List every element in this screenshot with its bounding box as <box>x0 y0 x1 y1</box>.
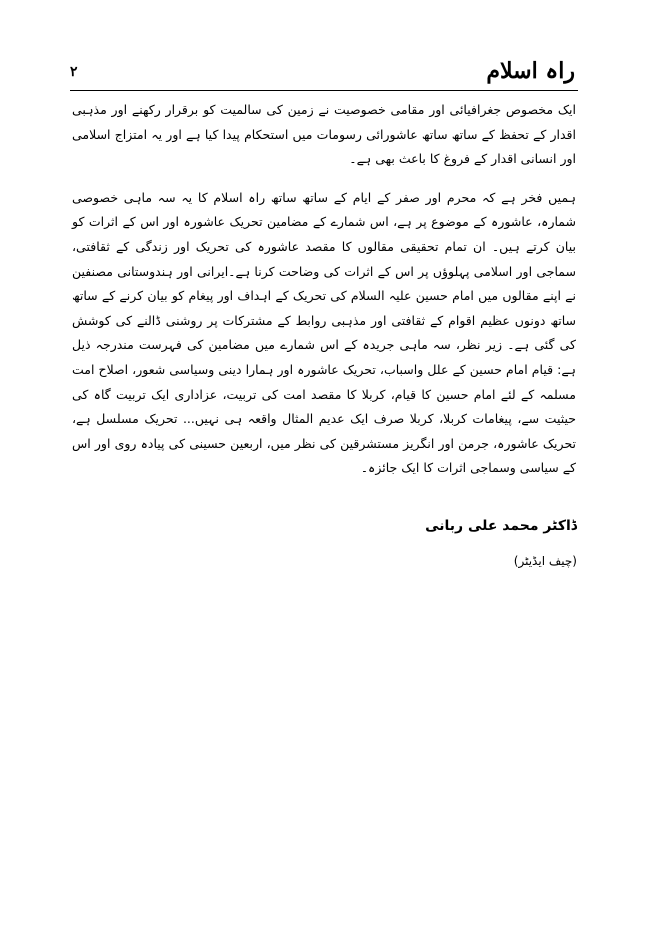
paragraph-1: ایک مخصوص جغرافیائی اور مقامی خصوصیت نے زمین کی سالمیت کو برقرار رکھنے اور مذہبی اقدار کے تحفظ کے ساتھ ساتھ عاشورائی رسومات میں استحکام پیدا کیا ہے اور یہ امتزاج اسلامی اور انسانی اقدار کے فروغ کا باعث بھی ہے۔ <box>72 102 576 167</box>
signature-name: ڈاکٹر محمد علی ربانی <box>425 518 577 534</box>
header-divider <box>70 90 578 91</box>
signature-role: (چیف ایڈیٹر) <box>513 554 577 568</box>
body-text <box>72 98 576 495</box>
signature-block <box>425 513 577 571</box>
paragraph-2: ہمیں فخر ہے کہ محرم اور صفر کے ایام کے ساتھ ساتھ راہ اسلام کا یہ سہ ماہی خصوصی شمارہ، عاشورہ کے موضوع پر ہے، اس شمارے کے مضامین تحریک عاشورہ اور اس کے اثرات کو بیان کرتے ہیں۔ ان تمام تحقیقی مقالوں کا مقصد عاشورہ کی تحریک اور زندگی کے ثقافتی، سماجی اور اسلامی پہلوؤں پر اس کے اثرات کی وضاحت کرنا ہے۔ایرانی اور ہندوستانی مصنفین نے اپنے مقالوں میں امام حسین علیہ السلام کی تحریک کے اہداف اور پیغام کو بیان کرنے کے ساتھ ساتھ دونوں عظیم اقوام کے ثقافتی اور مذہبی روابط کے مشترکات پر روشنی ڈالنے کی کوشش کی گئی ہے۔ زیر نظر، سہ ماہی جریدہ کے اس شمارے میں مضامین کی فہرست مندرجہ ذیل ہے: قیام امام حسین کے علل واسباب، تحریک عاشورہ اور ہمارا دینی وسیاسی شعور، اصلاح امت مسلمہ کے لئے امام حسین کا قیام، کربلا کا مقصد امت کی تربیت، عزاداری ایک تربیت گاہ کی حیثیت سے، پیغامات کربلا، کربلا صرف ایک عدیم المثال واقعہ ہی نہیں... تحریک مسلسل ہے، تحریک عاشورہ، جرمن اور انگریز مستشرقین کی نظر میں، اربعین حسینی کی پیادہ روی اور اس کے سیاسی وسماجی اثرات کا ایک جائزہ۔ <box>72 189 576 476</box>
journal-title: راہ اسلام <box>486 58 575 84</box>
page-header <box>70 58 575 86</box>
page-number: ۲ <box>70 64 78 80</box>
